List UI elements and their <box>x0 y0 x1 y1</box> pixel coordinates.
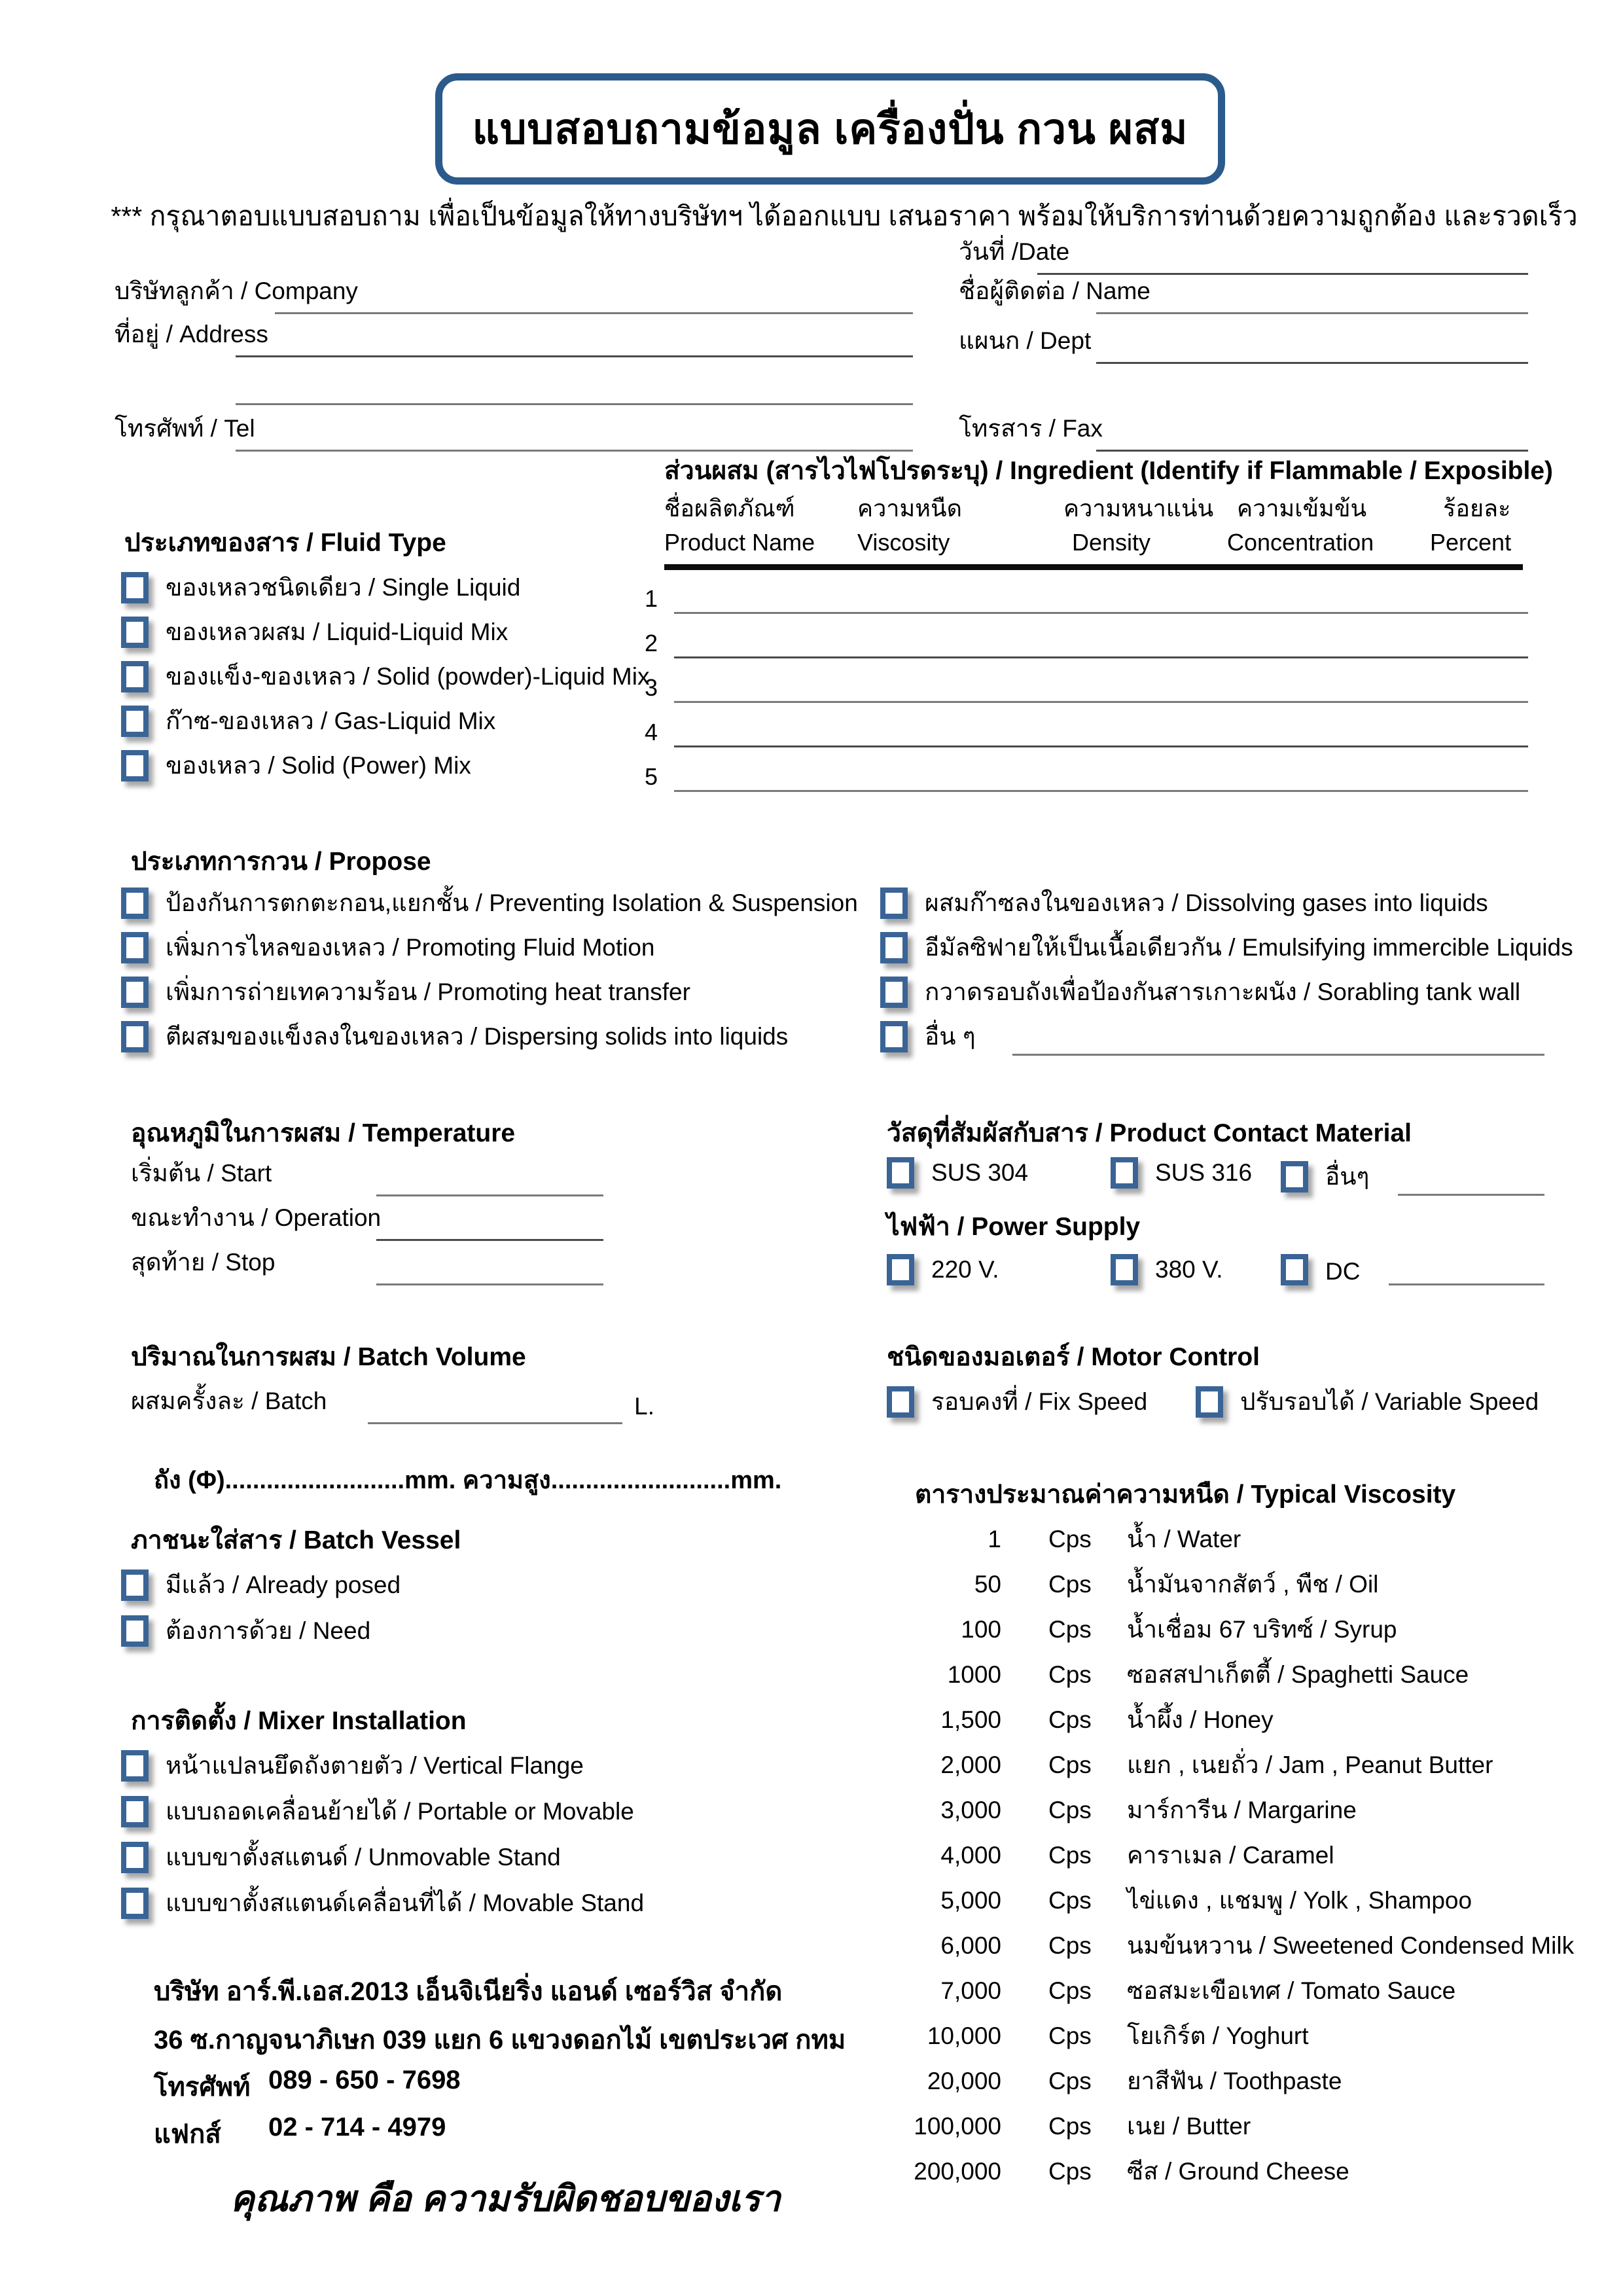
col-product-name-th: ชื่อผลิตภัณฑ์ <box>664 495 795 522</box>
checkbox-already-posed[interactable] <box>121 1570 149 1601</box>
fax-label: โทรสาร / Fax <box>959 415 1103 442</box>
viscosity-row-7 <box>851 1791 1597 1829</box>
viscosity-desc: ยาสีฟัน / Toothpaste <box>1127 2068 1342 2094</box>
option-label: มีแล้ว / Already posed <box>166 1571 401 1598</box>
batch-label: ผสมครั้งละ / Batch <box>131 1388 327 1414</box>
checkbox-unmovable-stand[interactable] <box>121 1842 149 1873</box>
viscosity-desc: เนย / Butter <box>1127 2113 1251 2140</box>
viscosity-desc: นมข้นหวาน / Sweetened Condensed Milk <box>1127 1932 1575 1959</box>
viscosity-unit: Cps <box>1048 1932 1092 1959</box>
viscosity-value: 1,500 <box>940 1706 1001 1733</box>
batch-input[interactable] <box>368 1422 622 1424</box>
viscosity-value: 50 <box>974 1571 1001 1598</box>
motor-variable-speed-option <box>1196 1382 1539 1421</box>
viscosity-unit: Cps <box>1048 1571 1092 1598</box>
checkbox-dispersing-solids[interactable] <box>121 1021 149 1052</box>
temp-stop-label: สุดท้าย / Stop <box>131 1249 276 1276</box>
ingredient-input-5[interactable] <box>674 790 1528 792</box>
ingredient-input-4[interactable] <box>674 745 1528 747</box>
viscosity-row-9 <box>851 1881 1597 1920</box>
propose-option-left-3 <box>121 973 690 1011</box>
material-sus304-option <box>887 1157 1028 1189</box>
option-label: ของแข็ง-ของเหลว / Solid (powder)-Liquid Mix <box>166 663 650 690</box>
viscosity-unit: Cps <box>1048 1706 1092 1733</box>
tel-label: โทรศัพท์ / Tel <box>115 415 255 442</box>
temp-operation-input[interactable] <box>376 1239 603 1241</box>
checkbox-promoting-fluid-motion[interactable] <box>121 932 149 963</box>
install-vertical-flange-option <box>121 1746 584 1785</box>
checkbox-vertical-flange[interactable] <box>121 1750 149 1782</box>
option-label: SUS 316 <box>1155 1159 1253 1186</box>
batch-unit-label: L. <box>634 1393 654 1420</box>
checkbox-sorabling-tank-wall[interactable] <box>880 977 908 1008</box>
viscosity-row-13 <box>851 2062 1597 2100</box>
company-input[interactable] <box>275 312 913 314</box>
viscosity-unit: Cps <box>1048 2158 1092 2185</box>
contact-name-input[interactable] <box>1096 312 1528 314</box>
ingredient-row-4 <box>645 709 1528 747</box>
footer-tel-row <box>154 2066 461 2108</box>
viscosity-unit: Cps <box>1048 1977 1092 2004</box>
instruction-note: *** กรุณาตอบแบบสอบถาม เพื่อเป็นข้อมูลให้ทางบริษัทฯ ได้ออกแบบ เสนอราคา พร้อมให้บริการท่านด้วยความถูกต้อง และรวดเร็ว <box>111 201 1578 231</box>
motor-control-section-title: ชนิดของมอเตอร์ / Motor Control <box>887 1343 1260 1371</box>
option-label: DC <box>1325 1258 1361 1285</box>
row-number: 4 <box>645 719 658 745</box>
viscosity-row-3 <box>851 1610 1597 1649</box>
viscosity-desc: น้ำ / Water <box>1127 1526 1241 1552</box>
motor-fix-speed-option <box>887 1382 1147 1421</box>
col-product-name-en: Product Name <box>664 529 815 556</box>
power-380v-option <box>1111 1254 1223 1285</box>
power-220v-option <box>887 1254 999 1285</box>
viscosity-unit: Cps <box>1048 1661 1092 1688</box>
viscosity-value: 6,000 <box>940 1932 1001 1959</box>
checkbox-need-vessel[interactable] <box>121 1615 149 1647</box>
viscosity-value: 4,000 <box>940 1842 1001 1869</box>
viscosity-unit: Cps <box>1048 1616 1092 1643</box>
option-label: ต้องการด้วย / Need <box>166 1617 371 1644</box>
material-sus316-option <box>1111 1157 1252 1189</box>
viscosity-desc: คาราเมล / Caramel <box>1127 1842 1334 1869</box>
ingredient-row-2 <box>645 620 1528 658</box>
viscosity-desc: ซอสมะเขือเทศ / Tomato Sauce <box>1127 1977 1456 2004</box>
viscosity-desc: น้ำผึ้ง / Honey <box>1127 1706 1274 1733</box>
row-number: 5 <box>645 763 658 790</box>
dept-field-row <box>959 319 1528 364</box>
batch-volume-section-title: ปริมาณในการผสม / Batch Volume <box>131 1343 526 1371</box>
row-number: 2 <box>645 630 658 656</box>
propose-option-right-3 <box>880 973 1520 1011</box>
checkbox-sus304[interactable] <box>887 1157 914 1189</box>
fluid-type-option-2 <box>121 613 508 651</box>
option-label: อื่น ๆ <box>925 1023 976 1050</box>
ingredient-row-1 <box>645 576 1528 614</box>
address-input-line2[interactable] <box>236 367 913 405</box>
fluid-type-option-1 <box>121 568 520 607</box>
option-label: อีมัลซิฟายให้เป็นเนื้อเดียวกัน / Emulsifying immercible Liquids <box>925 934 1573 961</box>
ingredient-input-3[interactable] <box>674 701 1528 703</box>
address-input[interactable] <box>236 355 913 357</box>
viscosity-desc: น้ำมันจากสัตว์ , พืช / Oil <box>1127 1571 1379 1598</box>
col-viscosity-th: ความหนืด <box>857 495 962 522</box>
table-header-divider <box>664 564 1523 570</box>
footer-company-name: บริษัท อาร์.พี.เอส.2013 เอ็นจิเนียริ่ง แอนด์ เซอร์วิส จำกัด <box>154 1977 783 2006</box>
viscosity-desc: ซอสสปาเก็ตตี้ / Spaghetti Sauce <box>1127 1661 1469 1688</box>
footer-company-address: 36 ซ.กาญจนาภิเษก 039 แยก 6 แขวงดอกไม้ เขตประเวศ กทม <box>154 2026 846 2054</box>
viscosity-unit: Cps <box>1048 1526 1092 1552</box>
viscosity-value: 1000 <box>947 1661 1001 1688</box>
contact-name-label: ชื่อผู้ติดต่อ / Name <box>959 278 1150 304</box>
checkbox-single-liquid[interactable] <box>121 572 149 603</box>
install-movable-stand-option <box>121 1884 644 1922</box>
viscosity-unit: Cps <box>1048 2068 1092 2094</box>
option-label: 220 V. <box>931 1256 999 1283</box>
col-percent-en: Percent <box>1430 529 1512 556</box>
option-label: ของเหลว / Solid (Power) Mix <box>166 752 471 779</box>
checkbox-promoting-heat-transfer[interactable] <box>121 977 149 1008</box>
footer-fax-label: แฟกส์ <box>154 2120 221 2149</box>
tank-dimension-line: ถัง (Φ)..........................mm. ความสูง..........................mm. <box>154 1467 782 1494</box>
viscosity-unit: Cps <box>1048 2022 1092 2049</box>
viscosity-row-12 <box>851 2017 1597 2055</box>
company-field-row <box>115 278 913 314</box>
checkbox-portable-movable[interactable] <box>121 1796 149 1827</box>
checkbox-380v[interactable] <box>1111 1254 1138 1285</box>
viscosity-desc: มาร์การีน / Margarine <box>1127 1797 1357 1823</box>
checkbox-other-propose[interactable] <box>880 1021 908 1052</box>
temp-operation-row <box>131 1204 603 1241</box>
col-density-en: Density <box>1072 529 1151 556</box>
power-dc-input[interactable] <box>1389 1283 1544 1285</box>
power-supply-section-title: ไฟฟ้า / Power Supply <box>887 1213 1141 1241</box>
temp-start-label: เริ่มต้น / Start <box>131 1160 272 1187</box>
form-title-box <box>435 73 1225 185</box>
viscosity-unit: Cps <box>1048 2113 1092 2140</box>
option-label: อื่นๆ <box>1325 1163 1370 1190</box>
viscosity-row-6 <box>851 1746 1597 1784</box>
option-label: SUS 304 <box>931 1159 1029 1186</box>
date-field-row <box>959 240 1528 275</box>
checkbox-dissolving-gases[interactable] <box>880 888 908 919</box>
option-label: แบบถอดเคลื่อนย้ายได้ / Portable or Movable <box>166 1798 634 1825</box>
vessel-need-option <box>121 1611 370 1650</box>
option-label: รอบคงที่ / Fix Speed <box>931 1388 1148 1415</box>
viscosity-desc: แยก , เนยถั่ว / Jam , Peanut Butter <box>1127 1751 1493 1778</box>
col-density-th: ความหนาแน่น <box>1063 495 1214 522</box>
company-label: บริษัทลูกค้า / Company <box>115 278 358 304</box>
option-label: แบบขาตั้งสแตนด์เคลื่อนที่ได้ / Movable Stand <box>166 1890 645 1916</box>
contact-name-field-row <box>959 278 1528 314</box>
footer-fax-row <box>154 2113 446 2155</box>
viscosity-value: 20,000 <box>927 2068 1001 2094</box>
temp-stop-input[interactable] <box>376 1283 603 1285</box>
checkbox-liquid-liquid-mix[interactable] <box>121 617 149 648</box>
ingredient-input-2[interactable] <box>674 656 1528 658</box>
dept-label: แผนก / Dept <box>959 327 1092 354</box>
viscosity-value: 2,000 <box>940 1751 1001 1778</box>
fluid-type-option-5 <box>121 746 471 785</box>
ingredient-row-5 <box>645 754 1528 792</box>
option-label: 380 V. <box>1155 1256 1223 1283</box>
viscosity-row-15 <box>851 2152 1597 2191</box>
installation-section-title: การติดตั้ง / Mixer Installation <box>131 1707 467 1735</box>
temp-stop-row <box>131 1249 603 1285</box>
option-label: ป้องกันการตกตะกอน,แยกชั้น / Preventing Isolation & Suspension <box>166 889 858 916</box>
option-label: ผสมก๊าซลงในของเหลว / Dissolving gases into liquids <box>925 889 1488 916</box>
checkbox-220v[interactable] <box>887 1254 914 1285</box>
install-unmovable-stand-option <box>121 1838 561 1876</box>
viscosity-row-10 <box>851 1926 1597 1965</box>
col-concentration-en: Concentration <box>1227 529 1374 556</box>
propose-option-left-4 <box>121 1017 788 1056</box>
col-concentration-th: ความเข้มข้น <box>1237 495 1367 522</box>
option-label: ของเหลวชนิดเดียว / Single Liquid <box>166 574 521 601</box>
viscosity-value: 100,000 <box>914 2113 1001 2140</box>
other-propose-input[interactable] <box>1012 1054 1544 1056</box>
temp-start-row <box>131 1160 603 1196</box>
contact-material-section-title: วัสดุที่สัมผัสกับสาร / Product Contact Material <box>887 1119 1412 1147</box>
viscosity-desc: ซีส / Ground Cheese <box>1127 2158 1349 2185</box>
checkbox-preventing-isolation[interactable] <box>121 888 149 919</box>
propose-option-right-other <box>880 1017 1544 1056</box>
viscosity-value: 1 <box>988 1526 1001 1552</box>
viscosity-value: 10,000 <box>927 2022 1001 2049</box>
option-label: เพิ่มการถ่ายเทความร้อน / Promoting heat transfer <box>166 978 690 1005</box>
viscosity-value: 5,000 <box>940 1887 1001 1914</box>
footer-slogan: คุณภาพ คือ ความรับผิดชอบของเรา <box>230 2178 781 2219</box>
checkbox-solid-power-mix[interactable] <box>121 750 149 781</box>
viscosity-desc: ไข่แดง , แชมพู / Yolk , Shampoo <box>1127 1887 1472 1914</box>
ingredient-input-1[interactable] <box>674 612 1528 614</box>
option-label: กวาดรอบถังเพื่อป้องกันสารเกาะผนัง / Sorabling tank wall <box>925 978 1521 1005</box>
propose-option-left-1 <box>121 884 858 922</box>
ingredient-section-title: ส่วนผสม (สารไวไฟโปรดระบุ) / Ingredient (Identify if Flammable / Exposible) <box>664 457 1554 485</box>
fax-field-row <box>959 408 1528 452</box>
viscosity-section-title: ตารางประมาณค่าความหนืด / Typical Viscosity <box>915 1480 1456 1509</box>
temperature-section-title: อุณหภูมิในการผสม / Temperature <box>131 1119 516 1147</box>
page-title: แบบสอบถามข้อมูล เครื่องปั่น กวน ผสม <box>472 105 1188 152</box>
batch-vessel-section-title: ภาชนะใส่สาร / Batch Vessel <box>131 1526 461 1554</box>
address-field-row <box>115 319 913 357</box>
checkbox-emulsifying[interactable] <box>880 932 908 963</box>
propose-option-right-1 <box>880 884 1488 922</box>
checkbox-gas-liquid-mix[interactable] <box>121 706 149 737</box>
viscosity-value: 7,000 <box>940 1977 1001 2004</box>
viscosity-desc: โยเกิร์ต / Yoghurt <box>1127 2022 1309 2049</box>
viscosity-unit: Cps <box>1048 1751 1092 1778</box>
ingredient-row-3 <box>645 665 1528 703</box>
date-label: วันที่ /Date <box>959 238 1070 265</box>
temp-start-input[interactable] <box>376 1194 603 1196</box>
checkbox-solid-liquid-mix[interactable] <box>121 661 149 692</box>
viscosity-desc: น้ำเชื่อม 67 บริทซ์ / Syrup <box>1127 1616 1397 1643</box>
checkbox-material-other[interactable] <box>1281 1161 1308 1193</box>
viscosity-unit: Cps <box>1048 1797 1092 1823</box>
viscosity-row-4 <box>851 1655 1597 1694</box>
date-input[interactable] <box>1037 273 1528 275</box>
footer-tel-value: 089 - 650 - 7698 <box>268 2066 461 2094</box>
address-label: ที่อยู่ / Address <box>115 321 268 348</box>
checkbox-fix-speed[interactable] <box>887 1386 914 1418</box>
footer-tel-label: โทรศัพท์ <box>154 2073 251 2102</box>
row-number: 1 <box>645 585 658 612</box>
tel-field-row <box>115 408 913 452</box>
checkbox-movable-stand[interactable] <box>121 1888 149 1919</box>
fluid-type-option-3 <box>121 657 649 696</box>
material-other-input[interactable] <box>1398 1194 1544 1196</box>
footer-fax-value: 02 - 714 - 4979 <box>268 2113 446 2142</box>
viscosity-row-1 <box>851 1520 1597 1558</box>
option-label: แบบขาตั้งสแตนด์ / Unmovable Stand <box>166 1844 561 1871</box>
batch-row <box>131 1384 654 1424</box>
viscosity-row-8 <box>851 1836 1597 1874</box>
fluid-type-section-title: ประเภทของสาร / Fluid Type <box>124 529 446 557</box>
checkbox-dc[interactable] <box>1281 1254 1308 1285</box>
row-number: 3 <box>645 674 658 701</box>
viscosity-row-5 <box>851 1700 1597 1739</box>
viscosity-unit: Cps <box>1048 1842 1092 1869</box>
option-label: ปรับรอบได้ / Variable Speed <box>1240 1388 1539 1415</box>
col-viscosity-en: Viscosity <box>857 529 950 556</box>
viscosity-value: 100 <box>961 1616 1001 1643</box>
option-label: เพิ่มการไหลของเหลว / Promoting Fluid Motion <box>166 934 655 961</box>
dept-input[interactable] <box>1096 362 1528 364</box>
material-other-option <box>1281 1157 1544 1196</box>
viscosity-row-14 <box>851 2107 1597 2145</box>
option-label: ของเหลวผสม / Liquid-Liquid Mix <box>166 619 508 645</box>
option-label: ตีผสมของแข็งลงในของเหลว / Dispersing solids into liquids <box>166 1023 789 1050</box>
temp-operation-label: ขณะทำงาน / Operation <box>131 1204 382 1231</box>
propose-section-title: ประเภทการกวน / Propose <box>131 848 431 876</box>
option-label: หน้าแปลนยึดถังตายตัว / Vertical Flange <box>166 1752 584 1779</box>
option-label: ก๊าซ-ของเหลว / Gas-Liquid Mix <box>166 708 496 734</box>
viscosity-value: 200,000 <box>914 2158 1001 2185</box>
propose-option-left-2 <box>121 928 655 967</box>
checkbox-variable-speed[interactable] <box>1196 1386 1223 1418</box>
col-percent-th: ร้อยละ <box>1443 495 1511 522</box>
propose-option-right-2 <box>880 928 1573 967</box>
checkbox-sus316[interactable] <box>1111 1157 1138 1189</box>
viscosity-row-11 <box>851 1971 1597 2010</box>
viscosity-unit: Cps <box>1048 1887 1092 1914</box>
viscosity-value: 3,000 <box>940 1797 1001 1823</box>
install-portable-option <box>121 1792 634 1831</box>
fluid-type-option-4 <box>121 702 495 740</box>
vessel-already-option <box>121 1566 401 1604</box>
viscosity-row-2 <box>851 1565 1597 1604</box>
power-dc-option <box>1281 1254 1544 1285</box>
